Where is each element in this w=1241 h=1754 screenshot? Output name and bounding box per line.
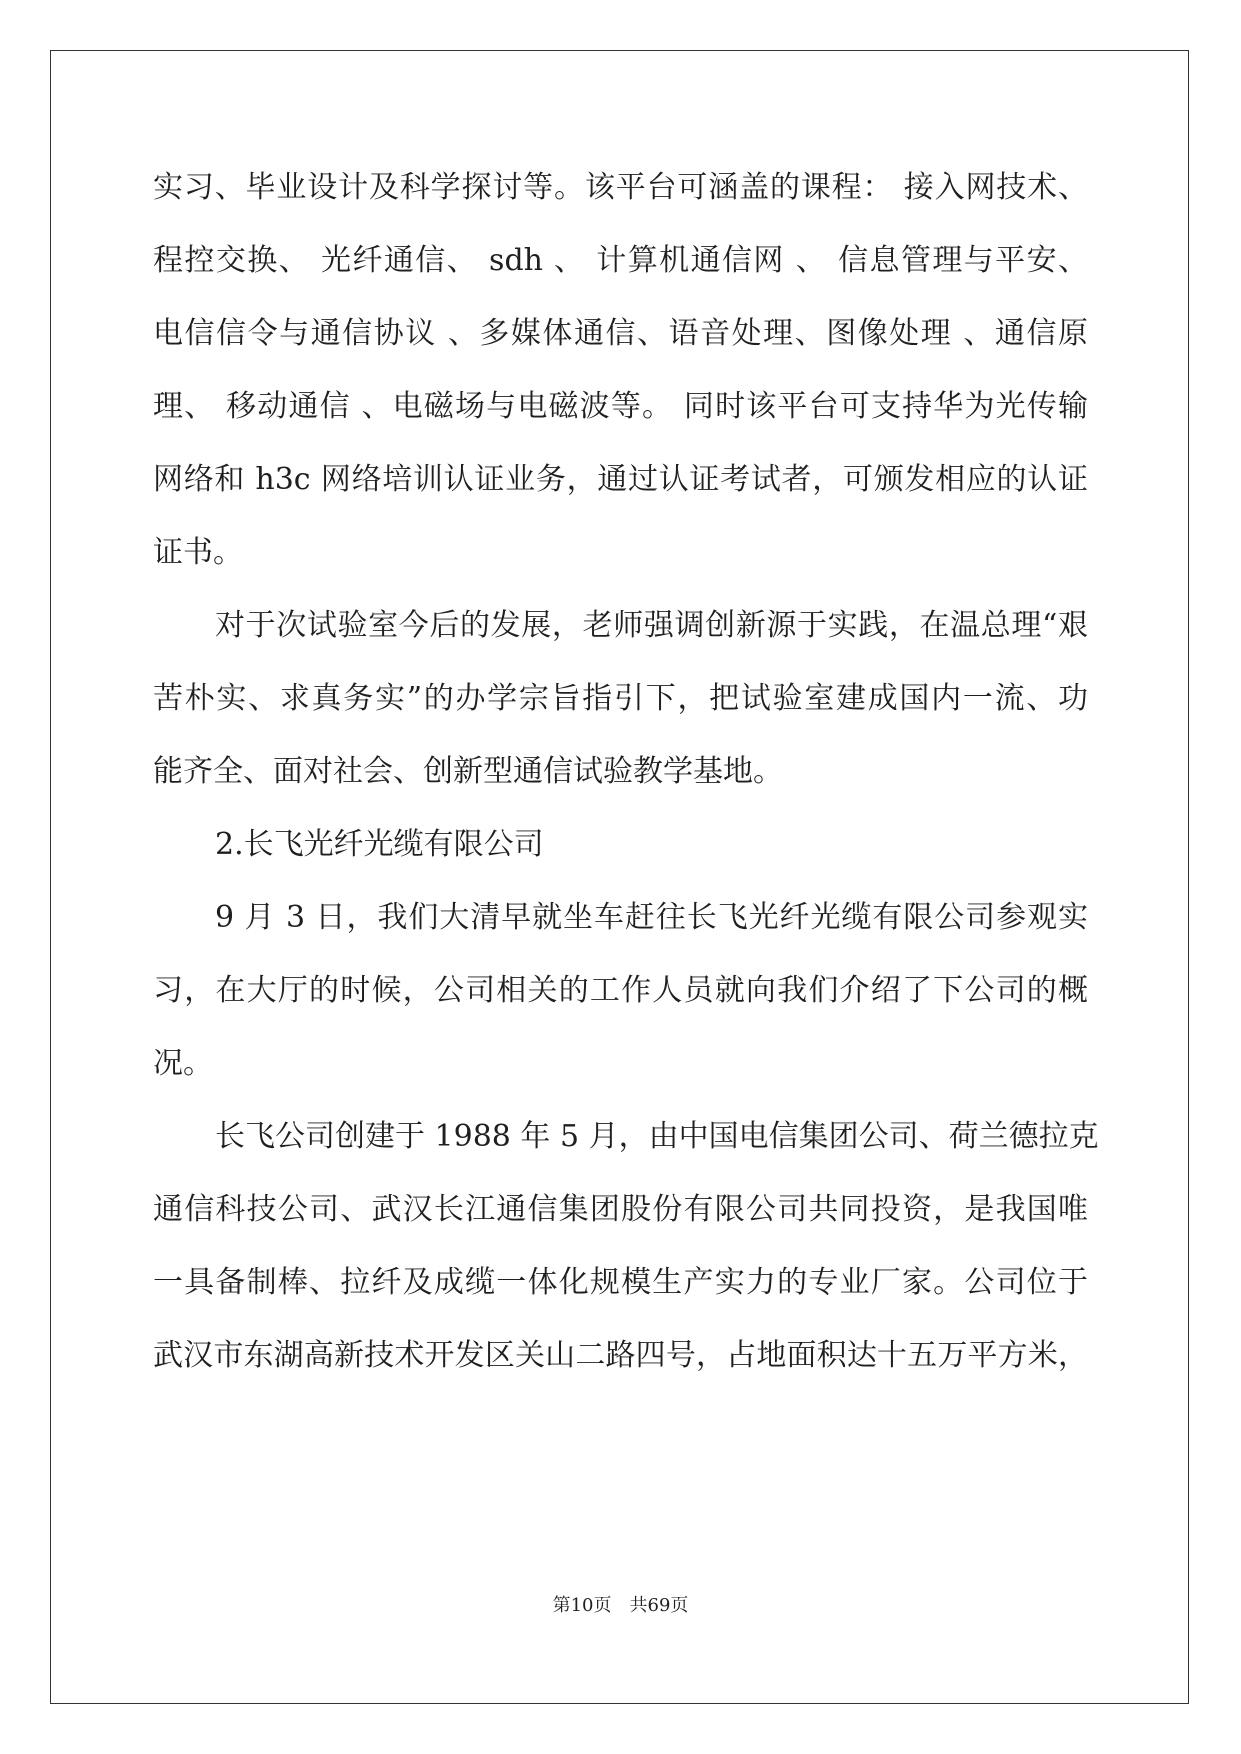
text-line: 习，在大厅的时候，公司相关的工作人员就向我们介绍了下公司的概	[153, 973, 1088, 1008]
text-line: 一具备制棒、拉纤及成缆一体化规模生产实力的专业厂家。公司位于	[153, 1265, 1088, 1300]
page-footer	[0, 1591, 1241, 1617]
text-line: 网络和 h3c 网络培训认证业务，通过认证考试者，可颁发相应的认证	[153, 462, 1088, 497]
page-border	[50, 50, 1189, 1704]
text-line: 武汉市东湖高新技术开发区关山二路四号，占地面积达十五万平方米，	[153, 1338, 1088, 1373]
section-heading: 2.长飞光纤光缆有限公司	[215, 827, 544, 862]
text-line: 通信科技公司、武汉长江通信集团股份有限公司共同投资，是我国唯	[153, 1192, 1088, 1227]
text-line: 长飞公司创建于 1988 年 5 月，由中国电信集团公司、荷兰德拉克	[215, 1119, 1099, 1154]
text-line: 况。	[153, 1046, 213, 1081]
text-line: 能齐全、面对社会、创新型通信试验教学基地。	[153, 754, 783, 789]
text-line: 理、 移动通信 、电磁场与电磁波等。 同时该平台可支持华为光传输	[153, 389, 1088, 424]
text-line: 9 月 3 日，我们大清早就坐车赶往长飞光纤光缆有限公司参观实	[215, 900, 1088, 935]
text-line: 证书。	[153, 535, 243, 570]
text-line: 实习、毕业设计及科学探讨等。该平台可涵盖的课程： 接入网技术、	[153, 170, 1088, 205]
text-line: 苦朴实、求真务实”的办学宗旨指引下，把试验室建成国内一流、功	[153, 681, 1088, 716]
text-line: 对于次试验室今后的发展，老师强调创新源于实践，在温总理“艰	[215, 608, 1088, 643]
text-line: 程控交换、 光纤通信、 sdh 、 计算机通信网 、 信息管理与平安、	[153, 243, 1088, 278]
text-line: 电信信令与通信协议 、多媒体通信、语音处理、图像处理 、通信原	[153, 316, 1088, 351]
page-number: 第10页	[552, 1595, 612, 1616]
page-total: 共69页	[629, 1595, 689, 1616]
